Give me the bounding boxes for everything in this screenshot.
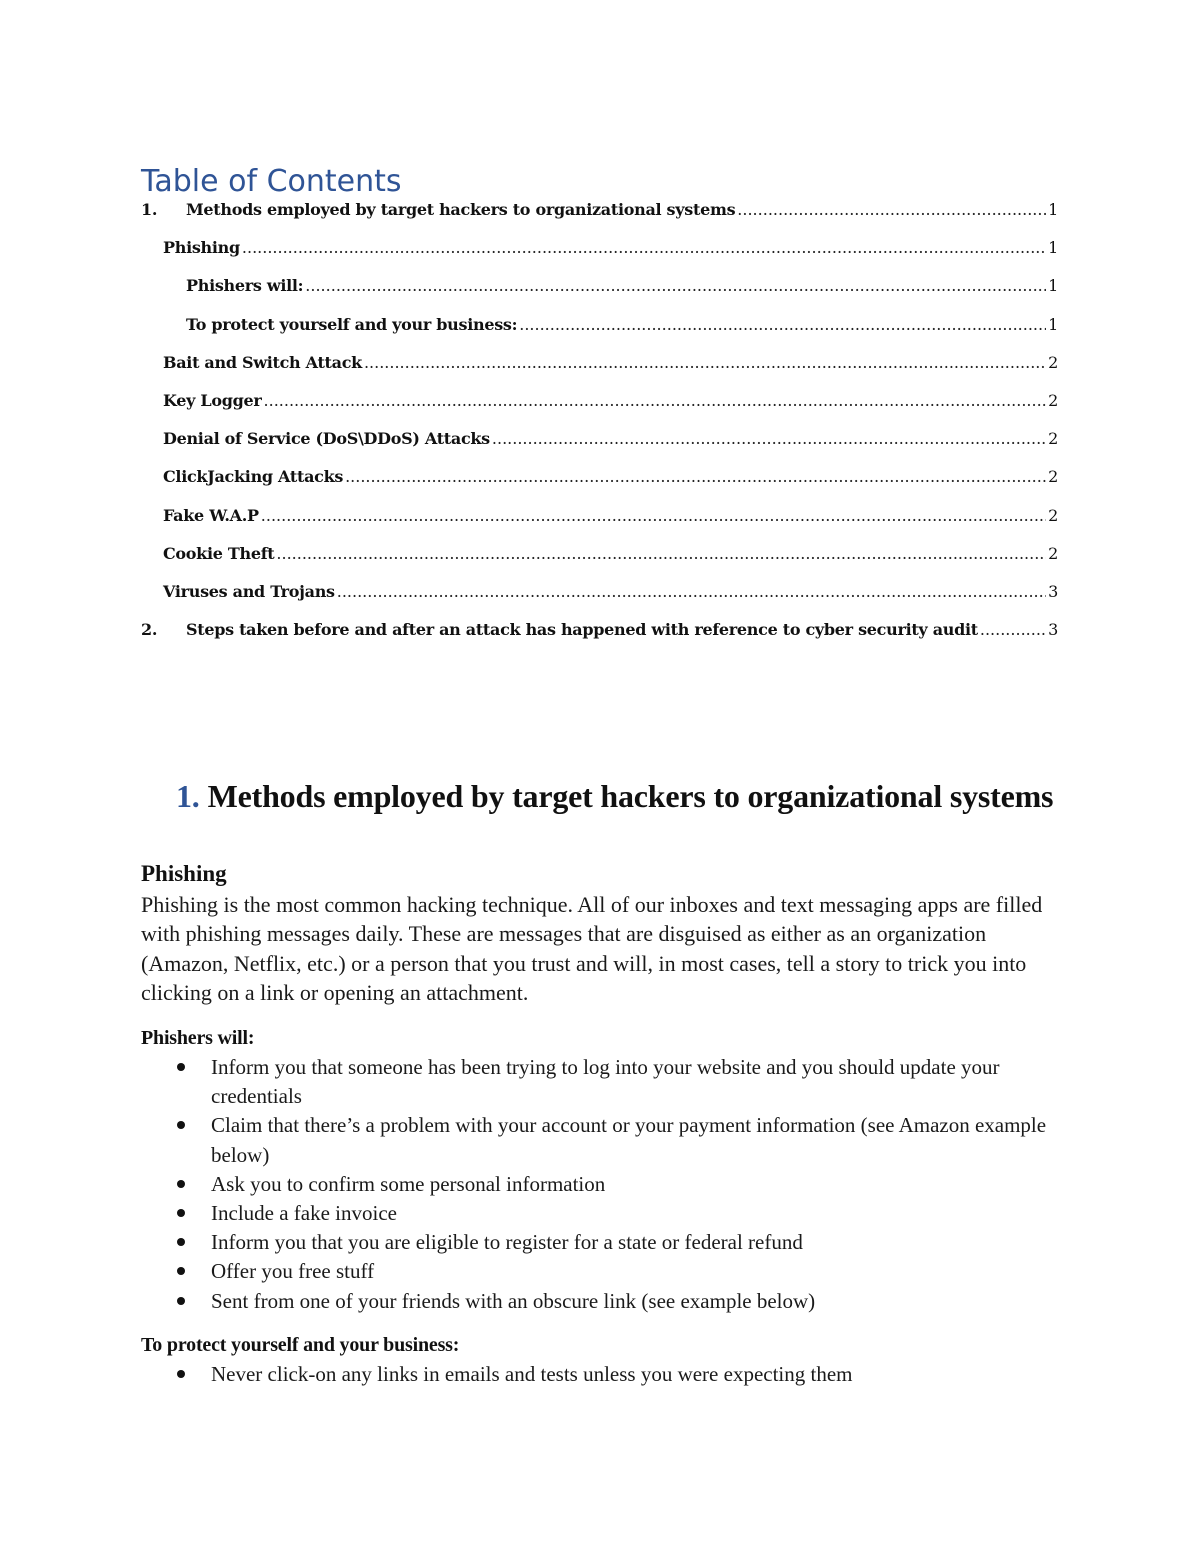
bullet-icon xyxy=(177,1121,185,1129)
list-item-text: Ask you to confirm some personal information xyxy=(211,1171,606,1196)
toc-entry[interactable] xyxy=(141,467,1058,505)
section-number: 1. xyxy=(176,778,200,814)
toc-entry-text: Cookie Theft xyxy=(163,543,275,563)
bullet-icon xyxy=(177,1297,185,1305)
toc-entry-page: 2 xyxy=(1048,467,1058,487)
toc-dot-leader xyxy=(519,315,1046,334)
toc-dot-leader xyxy=(492,429,1046,448)
toc-title: Table of Contents xyxy=(141,164,402,199)
bullet-icon xyxy=(177,1267,185,1275)
toc-entry-page: 1 xyxy=(1048,314,1058,334)
toc-entry-page: 2 xyxy=(1048,543,1058,563)
toc-entry-page: 3 xyxy=(1048,581,1058,601)
toc-dot-leader xyxy=(737,200,1046,219)
toc-dot-leader xyxy=(276,544,1046,563)
toc-entry[interactable] xyxy=(141,353,1058,391)
toc-entry-text: To protect yourself and your business: xyxy=(186,314,518,334)
toc-dot-leader xyxy=(264,391,1046,410)
list-item-text: Claim that there’s a problem with your account or your payment information (see Amazon example below) xyxy=(211,1113,1047,1167)
toc-entry-number: 2. xyxy=(141,620,158,640)
toc-entry-text: Phishing xyxy=(163,238,240,258)
list-item-text: Offer you free stuff xyxy=(211,1259,375,1284)
list-item-text: Inform you that someone has been trying to log into your website and you should update your credentials xyxy=(211,1055,1000,1109)
toc-entry[interactable] xyxy=(141,238,1058,276)
toc-dot-leader xyxy=(364,353,1046,372)
toc-entry-page: 2 xyxy=(1048,429,1058,449)
toc-entry-page: 2 xyxy=(1048,505,1058,525)
toc-entry[interactable] xyxy=(141,391,1058,429)
toc-entry-text: Key Logger xyxy=(163,390,262,410)
toc-entry[interactable] xyxy=(141,276,1058,314)
list-item xyxy=(141,1111,1061,1169)
section-title: Methods employed by target hackers to organizational systems xyxy=(207,778,1054,814)
list-item-text: Inform you that you are eligible to register for a state or federal refund xyxy=(211,1230,803,1255)
toc-entry-page: 1 xyxy=(1048,276,1058,296)
toc-dot-leader xyxy=(242,238,1046,257)
toc-dot-leader xyxy=(345,467,1046,486)
toc-dot-leader xyxy=(337,582,1046,601)
toc-entry-page: 2 xyxy=(1048,390,1058,410)
bullet-icon xyxy=(177,1238,185,1246)
bullet-icon xyxy=(177,1370,185,1378)
toc-entry[interactable] xyxy=(141,429,1058,467)
bullet-icon xyxy=(177,1180,185,1188)
list-item-text: Sent from one of your friends with an obscure link (see example below) xyxy=(211,1288,816,1313)
toc-entry-text: Fake W.A.P xyxy=(163,505,259,525)
list-item xyxy=(141,1257,1061,1286)
toc-entry-text: ClickJacking Attacks xyxy=(163,467,344,487)
bullet-icon xyxy=(177,1209,185,1217)
toc-dot-leader xyxy=(261,506,1046,525)
table-of-contents xyxy=(141,200,1058,658)
toc-entry-page: 1 xyxy=(1048,200,1058,219)
toc-entry-text: Steps taken before and after an attack has happened with reference to cyber security audit xyxy=(186,620,978,640)
list-item xyxy=(141,1053,1061,1111)
toc-entry[interactable] xyxy=(141,506,1058,544)
list-item xyxy=(141,1170,1061,1199)
toc-entry-text: Bait and Switch Attack xyxy=(163,352,362,372)
phishing-heading: Phishing xyxy=(141,861,227,886)
list-item xyxy=(141,1199,1061,1228)
phishing-paragraph: Phishing is the most common hacking technique. All of our inboxes and text messaging apps are filled with phishing messages daily. These are messages that are disguised as either as an organization (Amazon, Netflix, etc.) or a person that you trust and will, in most cases, tell a story to trick you into clicking on a link or opening an attachment. xyxy=(141,892,1043,1006)
toc-entry[interactable] xyxy=(141,544,1058,582)
toc-entry[interactable] xyxy=(141,620,1058,658)
toc-entry[interactable] xyxy=(141,200,1058,238)
protect-heading: To protect yourself and your business: xyxy=(141,1334,460,1356)
toc-entry-number: 1. xyxy=(141,200,158,219)
toc-dot-leader xyxy=(305,276,1046,295)
toc-entry[interactable] xyxy=(141,315,1058,353)
list-item-text: Never click-on any links in emails and tests unless you were expecting them xyxy=(211,1362,853,1386)
toc-entry-page: 1 xyxy=(1048,238,1058,258)
list-item-text: Include a fake invoice xyxy=(211,1201,397,1226)
phishers-list xyxy=(141,1053,1061,1316)
list-item xyxy=(141,1287,1061,1316)
toc-entry-text: Methods employed by target hackers to organizational systems xyxy=(186,200,736,219)
bullet-icon xyxy=(177,1063,185,1071)
toc-entry[interactable] xyxy=(141,582,1058,620)
toc-dot-leader xyxy=(980,620,1046,639)
list-item xyxy=(141,1360,1061,1389)
toc-entry-text: Denial of Service (DoS\DDoS) Attacks xyxy=(163,429,490,449)
toc-entry-page: 2 xyxy=(1048,352,1058,372)
section-heading xyxy=(176,772,1053,820)
toc-entry-text: Viruses and Trojans xyxy=(163,581,335,601)
phishers-heading: Phishers will: xyxy=(141,1027,255,1049)
toc-entry-page: 3 xyxy=(1048,620,1058,640)
toc-entry-text: Phishers will: xyxy=(186,276,304,296)
protect-list xyxy=(141,1360,1061,1389)
list-item xyxy=(141,1228,1061,1257)
